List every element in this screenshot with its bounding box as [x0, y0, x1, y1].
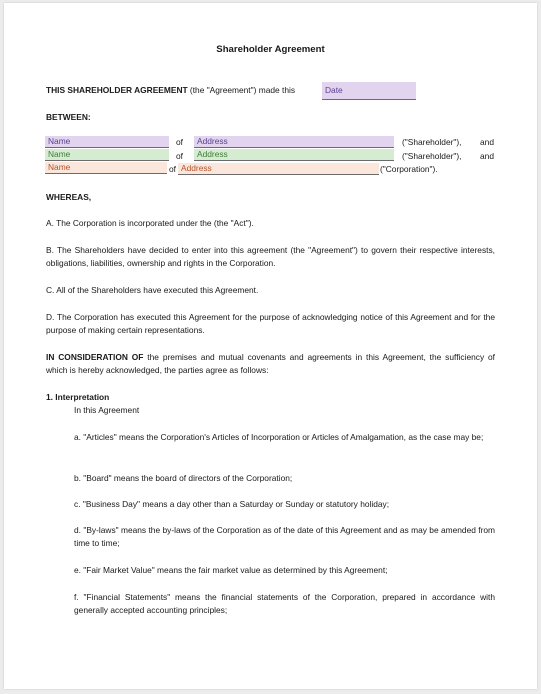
party2-name-field[interactable]: Name — [45, 149, 169, 161]
party3-address-field[interactable]: Address — [178, 163, 379, 175]
document-page — [4, 3, 537, 689]
consideration-paragraph — [46, 351, 495, 377]
intro-line — [46, 84, 295, 97]
date-field[interactable]: Date — [322, 82, 416, 100]
party3-name-field[interactable]: Name — [45, 162, 167, 174]
intro-lead-text: (the "Agreement") made this — [187, 85, 296, 95]
definition-articles: a. "Articles" means the Corporation's Articles of Incorporation or Articles of Amalgamation, as the case may be; — [74, 432, 484, 442]
consideration-bold: IN CONSIDERATION OF — [46, 352, 144, 362]
definition-financial-statements: f. "Financial Statements" means the financial statements of the Corporation, prepared in accordance with generally accepted accounting principles; — [74, 592, 495, 615]
party2-of: of — [176, 151, 183, 161]
party2-address-field[interactable]: Address — [194, 149, 394, 161]
recital-d: D. The Corporation has executed this Agreement for the purpose of acknowledging notice of this Agreement and for the purpose of making certain representations. — [46, 312, 495, 335]
recital-a: A. The Corporation is incorporated under the (the "Act"). — [46, 218, 254, 228]
recital-b: B. The Shareholders have decided to enter into this agreement (the "Agreement") to govern their respective interests, obligations, liabilities, ownership and rights in the Corporation. — [46, 245, 495, 268]
party3-of: of — [169, 164, 176, 174]
party2-and: and — [480, 151, 494, 161]
recital-c: C. All of the Shareholders have executed this Agreement. — [46, 285, 259, 295]
definition-board: b. "Board" means the board of directors of the Corporation; — [74, 473, 293, 483]
party1-address-field[interactable]: Address — [194, 136, 394, 148]
consideration-text: the premises and mutual covenants and agreements in this Agreement, the sufficiency of which is hereby acknowledged, the parties agree as follows: — [46, 352, 496, 375]
party1-and: and — [480, 137, 494, 147]
document-title: Shareholder Agreement — [216, 44, 325, 55]
definition-business-day: c. "Business Day" means a day other than a Saturday or Sunday or statutory holiday; — [74, 499, 390, 509]
party1-name-field[interactable]: Name — [45, 136, 169, 148]
definition-fair-market-value: e. "Fair Market Value" means the fair market value as determined by this Agreement; — [74, 565, 388, 575]
party1-of: of — [176, 137, 183, 147]
party3-role: ("Corporation"). — [380, 164, 438, 174]
intro-lead-bold: THIS SHAREHOLDER AGREEMENT — [46, 85, 188, 95]
between-label: BETWEEN: — [46, 112, 91, 122]
section-1-lead: In this Agreement — [74, 405, 140, 415]
definition-by-laws: d. "By-laws" means the by-laws of the Corporation as of the date of this Agreement and as may be amended from time to time; — [74, 525, 495, 548]
party1-role: ("Shareholder"), — [402, 137, 462, 147]
party2-role: ("Shareholder"), — [402, 151, 462, 161]
whereas-label: WHEREAS, — [46, 192, 92, 202]
section-1-heading: 1. Interpretation — [46, 392, 110, 402]
